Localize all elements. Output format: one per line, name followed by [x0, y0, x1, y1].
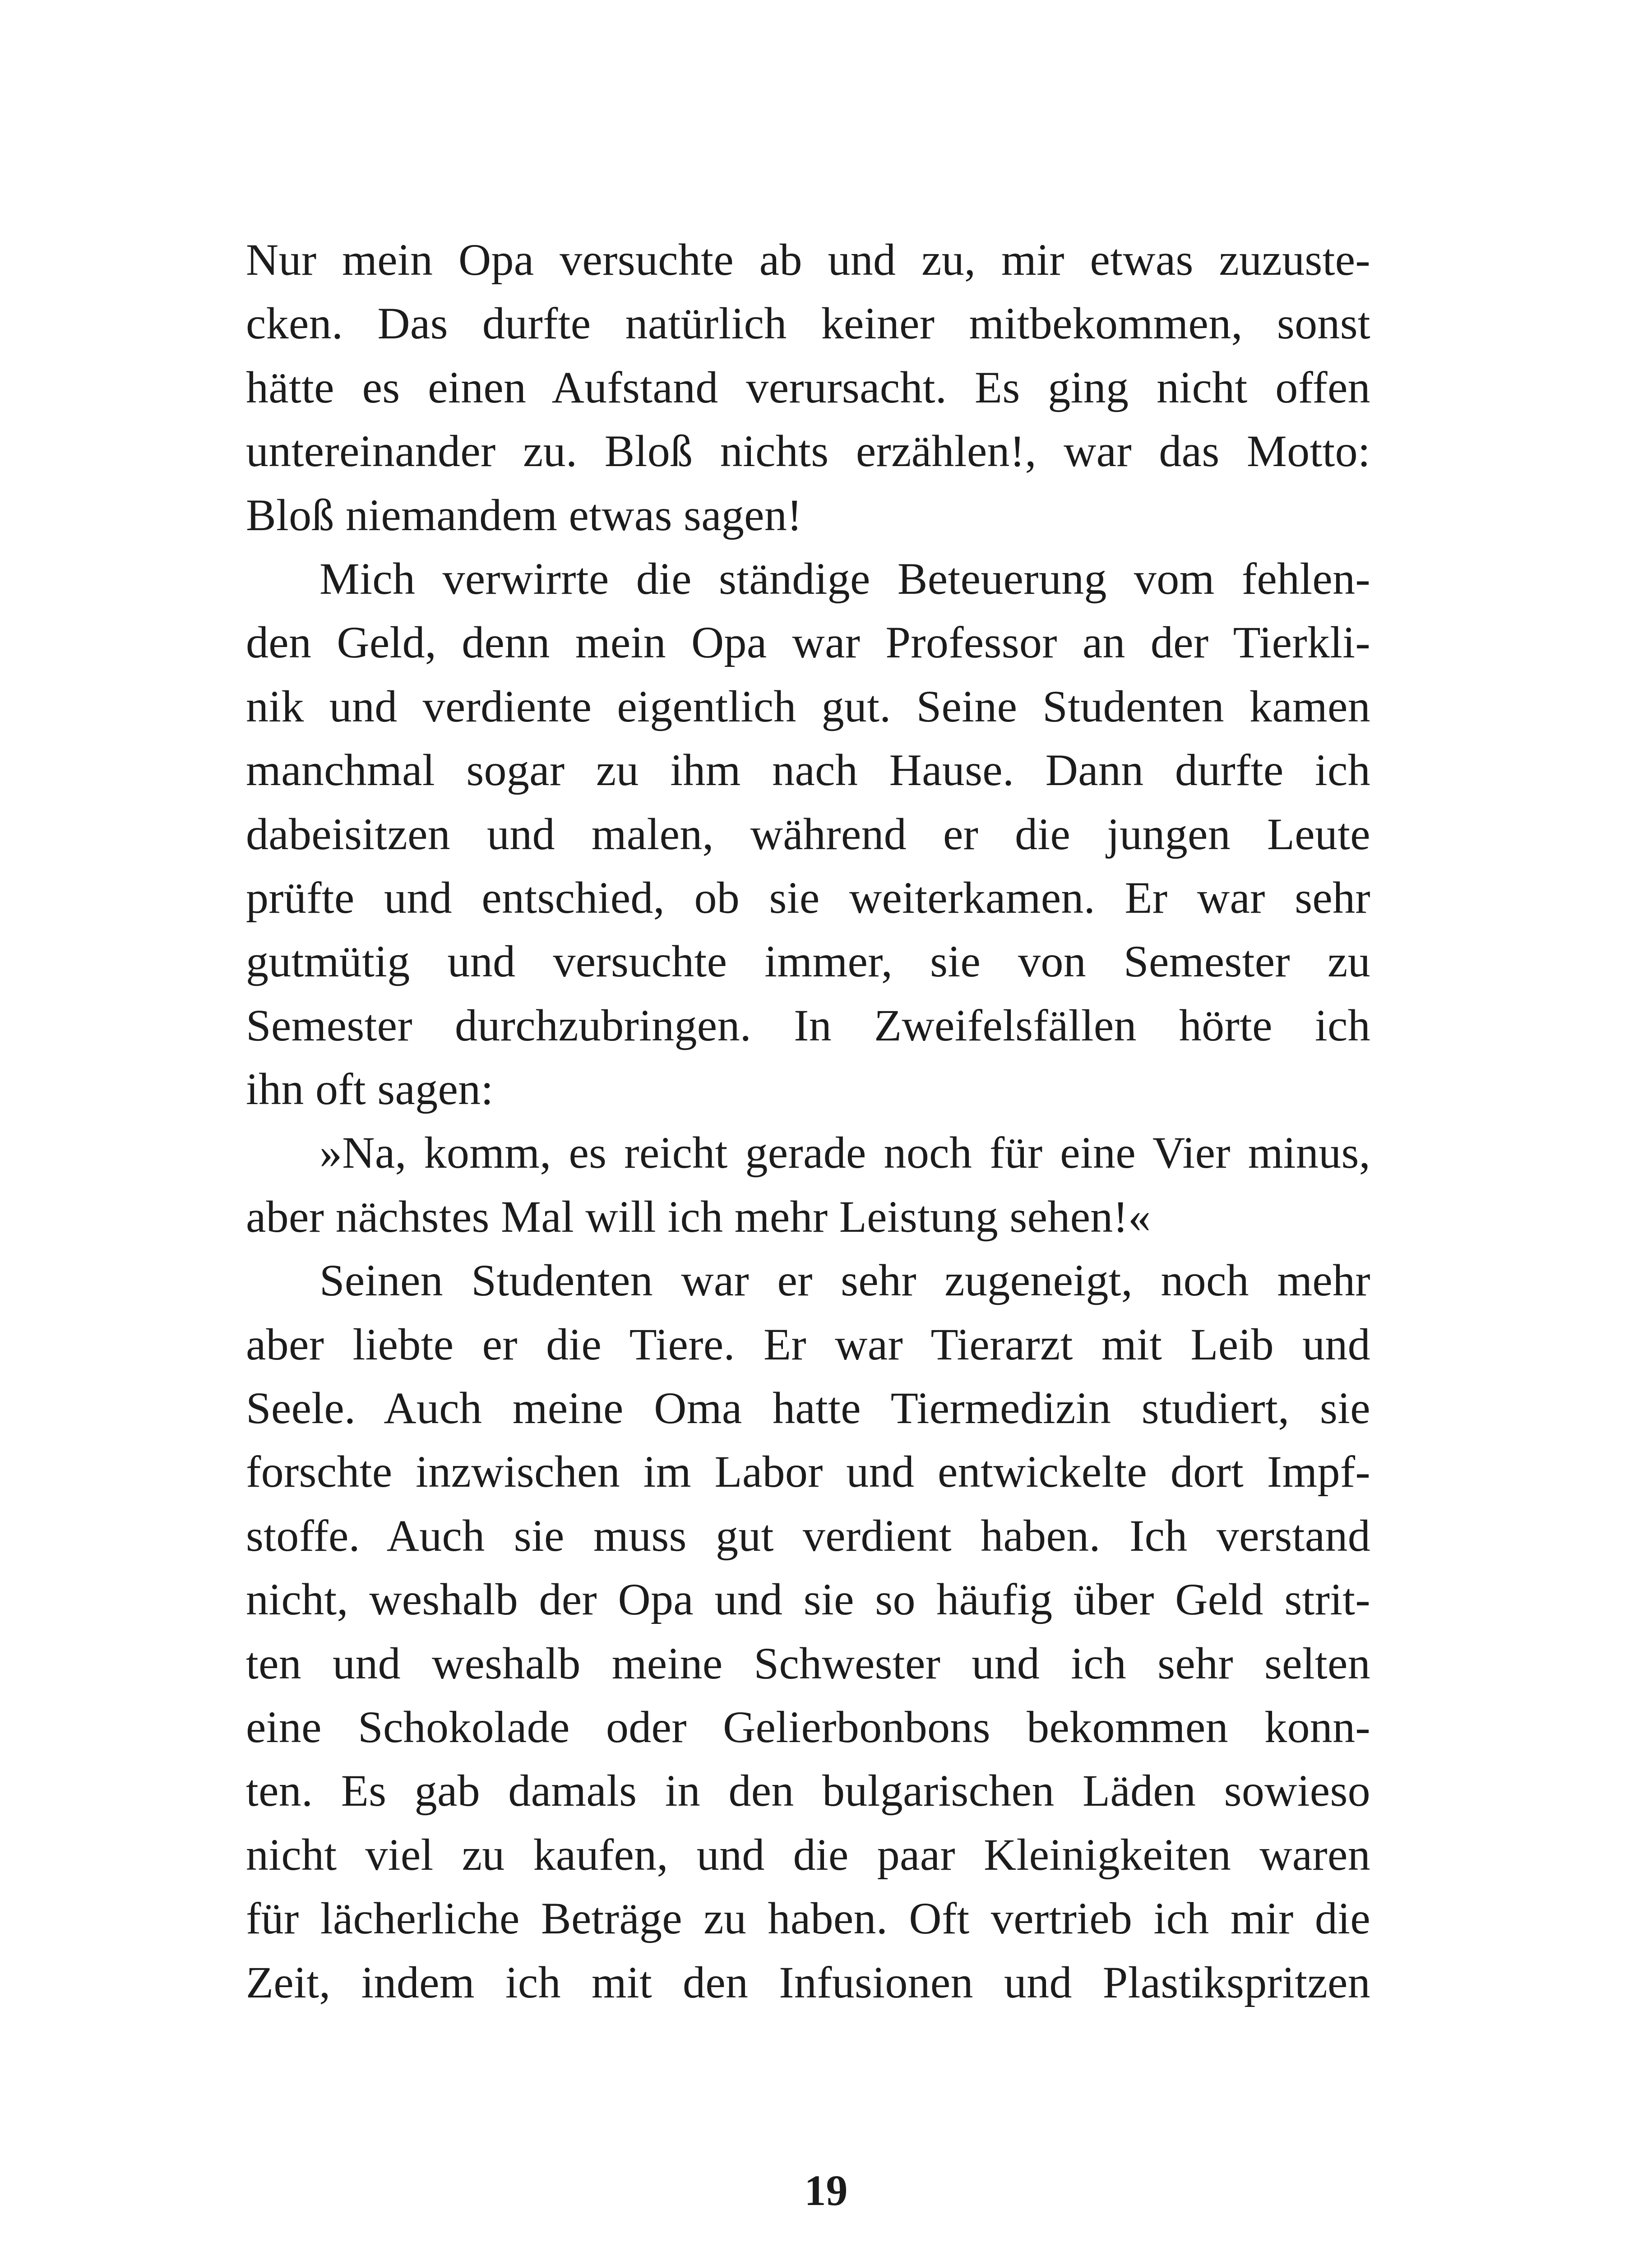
text-line: Semester durchzubringen. In Zweifelsfällen hörte ich	[246, 1000, 1370, 1050]
text-line: nik und verdiente eigentlich gut. Seine Studenten kamen	[246, 681, 1370, 731]
text-line: ten und weshalb meine Schwester und ich sehr selten	[246, 1638, 1370, 1688]
text-line: ihn oft sagen:	[246, 1064, 494, 1114]
text-line: prüfte und entschied, ob sie weiterkamen. Er war sehr	[246, 872, 1370, 923]
text-line: Seinen Studenten war er sehr zugeneigt, noch mehr	[319, 1255, 1370, 1306]
text-line: gutmütig und versuchte immer, sie von Semester zu	[246, 936, 1370, 987]
text-line: Mich verwirrte die ständige Beteuerung vom fehlen-	[319, 553, 1370, 604]
text-line: manchmal sogar zu ihm nach Hause. Dann durfte ich	[246, 745, 1370, 795]
text-line: Bloß niemandem etwas sagen!	[246, 490, 802, 540]
text-line: für lächerliche Beträge zu haben. Oft vertrieb ich mir die	[246, 1893, 1370, 1944]
text-line: nicht, weshalb der Opa und sie so häufig über Geld strit-	[246, 1574, 1370, 1625]
text-line: Seele. Auch meine Oma hatte Tiermedizin studiert, sie	[246, 1383, 1370, 1433]
text-line: »Na, komm, es reicht gerade noch für eine Vier minus,	[319, 1128, 1370, 1178]
text-line: untereinander zu. Bloß nichts erzählen!, war das Motto:	[246, 426, 1370, 476]
text-line: dabeisitzen und malen, während er die jungen Leute	[246, 809, 1370, 859]
text-line: hätte es einen Aufstand verursacht. Es ging nicht offen	[246, 362, 1370, 412]
text-line: nicht viel zu kaufen, und die paar Kleinigkeiten waren	[246, 1829, 1370, 1880]
text-line: forschte inzwischen im Labor und entwickelte dort Impf-	[246, 1447, 1370, 1497]
text-line: aber nächstes Mal will ich mehr Leistung sehen!«	[246, 1191, 1151, 1242]
text-line: Zeit, indem ich mit den Infusionen und Plastikspritzen	[246, 1957, 1370, 2007]
text-line: Nur mein Opa versuchte ab und zu, mir etwas zuzuste-	[246, 235, 1370, 285]
text-line: eine Schokolade oder Gelierbonbons bekommen konn-	[246, 1701, 1370, 1752]
text-line: den Geld, denn mein Opa war Professor an der Tierkli-	[246, 617, 1370, 668]
text-line: cken. Das durfte natürlich keiner mitbekommen, sonst	[246, 298, 1370, 349]
page-number: 19	[804, 2166, 848, 2214]
text-line: ten. Es gab damals in den bulgarischen Läden sowieso	[246, 1766, 1370, 1816]
text-line: stoffe. Auch sie muss gut verdient haben. Ich verstand	[246, 1510, 1370, 1561]
body-text	[246, 228, 1370, 2014]
text-line: aber liebte er die Tiere. Er war Tierarzt mit Leib und	[246, 1319, 1370, 1369]
